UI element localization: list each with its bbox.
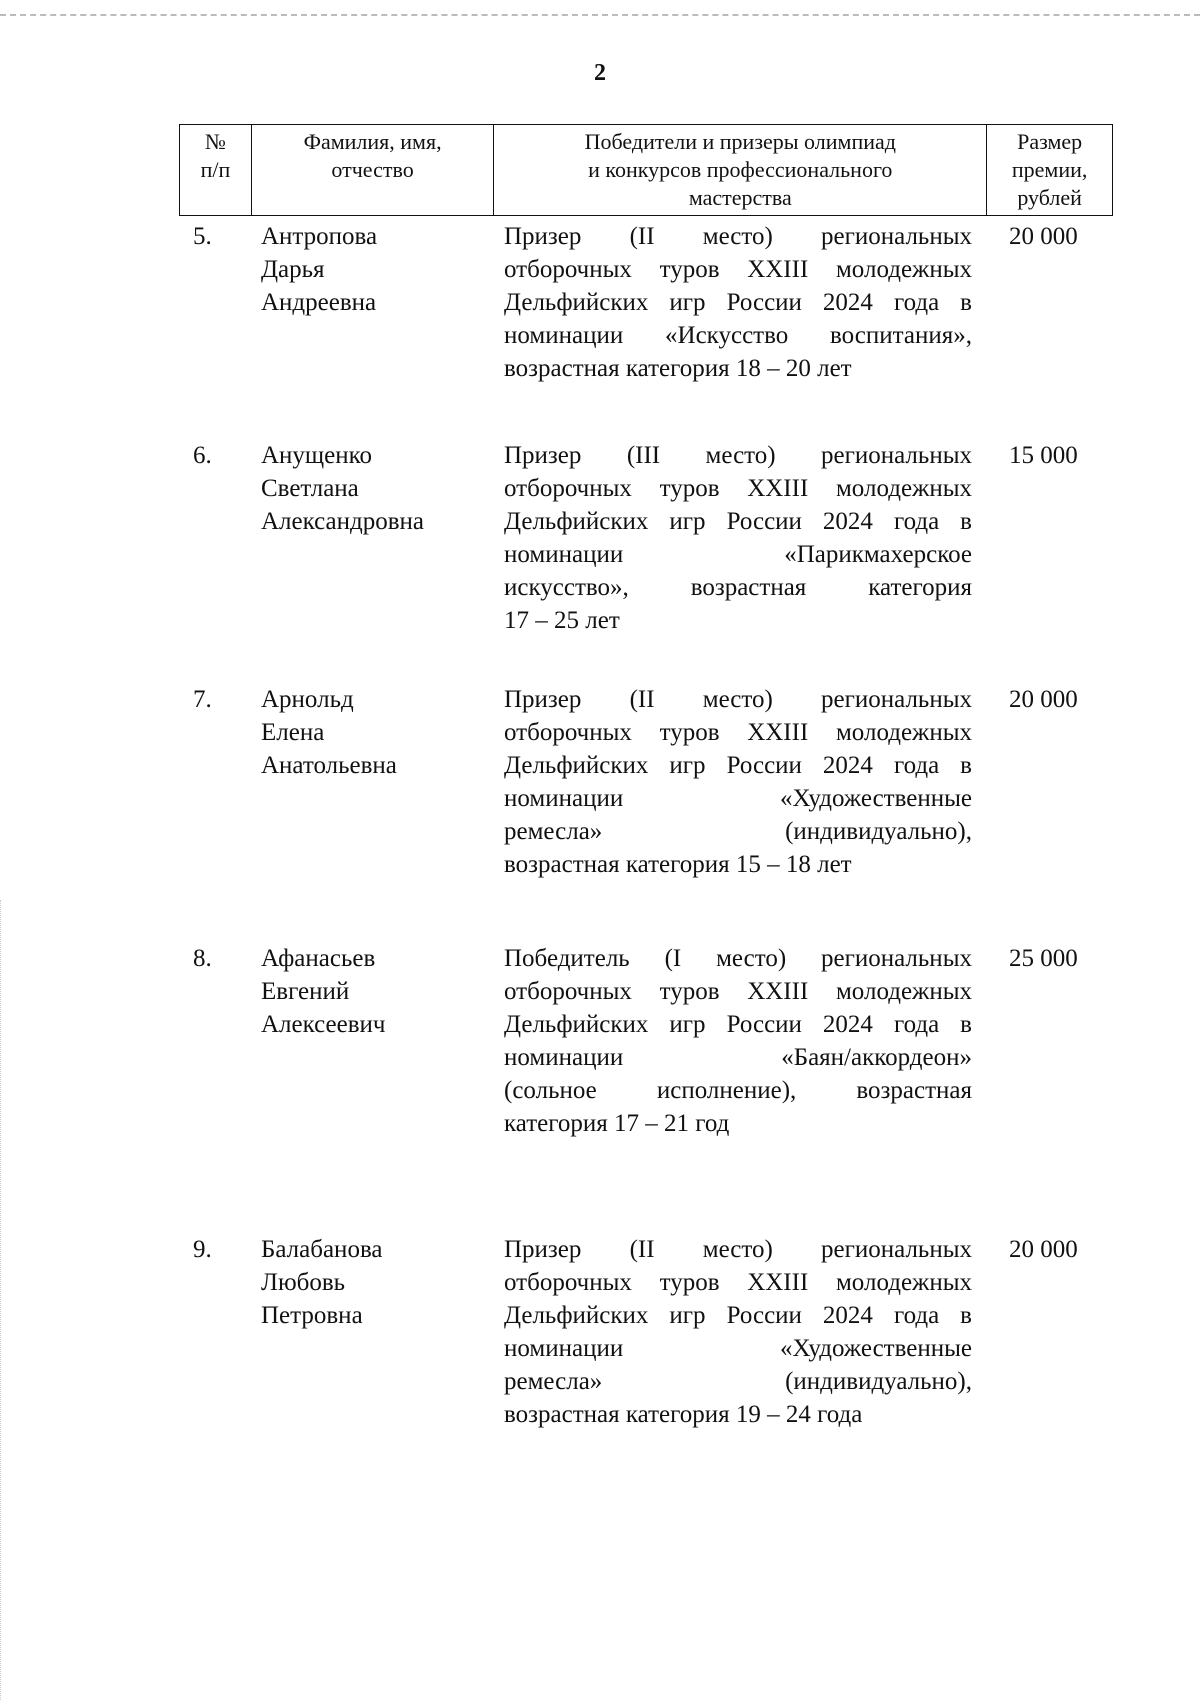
row-name	[261, 1233, 486, 1332]
desc-line: Призер (III место) региональных	[504, 442, 972, 469]
header-name-line: отчество	[331, 157, 414, 182]
row-amount: 20 000	[1009, 1236, 1078, 1263]
desc-line: Дельфийских игр России 2024 года в	[504, 1011, 972, 1038]
name-line: Любовь	[261, 1269, 346, 1296]
desc-line: номинации «Баян/аккордеон»	[504, 1044, 972, 1071]
desc-line: Дельфийских игр России 2024 года в	[504, 1302, 972, 1329]
name-line: Елена	[261, 719, 325, 746]
name-line: Афанасьев	[261, 945, 376, 972]
header-num-line: п/п	[200, 157, 231, 182]
name-line: Анатольевна	[261, 752, 397, 779]
header-desc-line: Победители и призеры олимпиад	[584, 129, 896, 154]
header-name-line: Фамилия, имя,	[303, 129, 442, 154]
desc-line: отборочных туров XXIII молодежных	[504, 1269, 972, 1296]
desc-line: отборочных туров XXIII молодежных	[504, 475, 972, 502]
name-line: Дарья	[261, 256, 325, 283]
header-name	[252, 125, 494, 215]
row-description	[504, 942, 972, 1140]
desc-line: 17 – 25 лет	[504, 607, 620, 634]
desc-line: Дельфийских игр России 2024 года в	[504, 752, 972, 779]
row-number: 5.	[193, 223, 212, 250]
table-header	[179, 124, 1113, 216]
header-desc-line: мастерства	[688, 185, 792, 210]
row-description	[504, 220, 972, 385]
header-desc-line: и конкурсов профессионального	[588, 157, 893, 182]
name-line: Андреевна	[261, 289, 377, 316]
desc-line: возрастная категория 18 – 20 лет	[504, 355, 852, 382]
desc-line: Призер (II место) региональных	[504, 1236, 972, 1263]
desc-line: (сольное исполнение), возрастная	[504, 1077, 972, 1104]
header-num	[180, 125, 252, 215]
row-description	[504, 1233, 972, 1431]
name-line: Петровна	[261, 1302, 363, 1329]
header-desc	[494, 125, 987, 215]
name-line: Анущенко	[261, 442, 373, 469]
row-number: 7.	[193, 686, 212, 713]
desc-line: номинации «Искусство воспитания»,	[504, 322, 972, 349]
desc-line: отборочных туров XXIII молодежных	[504, 256, 972, 283]
desc-line: номинации «Художественные	[504, 1335, 972, 1362]
desc-line: категория 17 – 21 год	[504, 1110, 730, 1137]
name-line: Алексеевич	[261, 1011, 386, 1038]
scan-edge-rule	[0, 14, 1200, 16]
row-number: 6.	[193, 442, 212, 469]
row-name	[261, 683, 486, 782]
row-amount: 20 000	[1009, 686, 1078, 713]
row-description	[504, 439, 972, 637]
row-name	[261, 220, 486, 319]
desc-line: Дельфийских игр России 2024 года в	[504, 508, 972, 535]
name-line: Балабанова	[261, 1236, 383, 1263]
name-line: Антропова	[261, 223, 378, 250]
desc-line: искусство», возрастная категория	[504, 574, 972, 601]
row-description	[504, 683, 972, 881]
scan-edge-marks	[0, 900, 9, 1700]
row-number: 8.	[193, 945, 212, 972]
header-sum-line: рублей	[1017, 185, 1082, 210]
name-line: Евгений	[261, 978, 350, 1005]
desc-line: номинации «Художественные	[504, 785, 972, 812]
name-line: Александровна	[261, 508, 425, 535]
row-amount: 20 000	[1009, 223, 1078, 250]
row-name	[261, 942, 486, 1041]
header-sum-line: премии,	[1011, 157, 1088, 182]
desc-line: Призер (II место) региональных	[504, 686, 972, 713]
name-line: Арнольд	[261, 686, 354, 713]
name-line: Светлана	[261, 475, 359, 502]
header-num-line: №	[204, 129, 226, 154]
desc-line: номинации «Парикмахерское	[504, 541, 972, 568]
desc-line: ремесла» (индивидуально),	[504, 1368, 972, 1395]
row-name	[261, 439, 486, 538]
row-number: 9.	[193, 1236, 212, 1263]
header-sum-line: Размер	[1017, 129, 1083, 154]
desc-line: Дельфийских игр России 2024 года в	[504, 289, 972, 316]
desc-line: возрастная категория 19 – 24 года	[504, 1401, 863, 1428]
header-sum	[987, 125, 1112, 215]
desc-line: ремесла» (индивидуально),	[504, 818, 972, 845]
row-amount: 15 000	[1009, 442, 1078, 469]
desc-line: возрастная категория 15 – 18 лет	[504, 851, 852, 878]
row-amount: 25 000	[1009, 945, 1078, 972]
desc-line: отборочных туров XXIII молодежных	[504, 978, 972, 1005]
desc-line: Победитель (I место) региональных	[504, 945, 972, 972]
page-number: 2	[594, 60, 606, 86]
desc-line: Призер (II место) региональных	[504, 223, 972, 250]
desc-line: отборочных туров XXIII молодежных	[504, 719, 972, 746]
